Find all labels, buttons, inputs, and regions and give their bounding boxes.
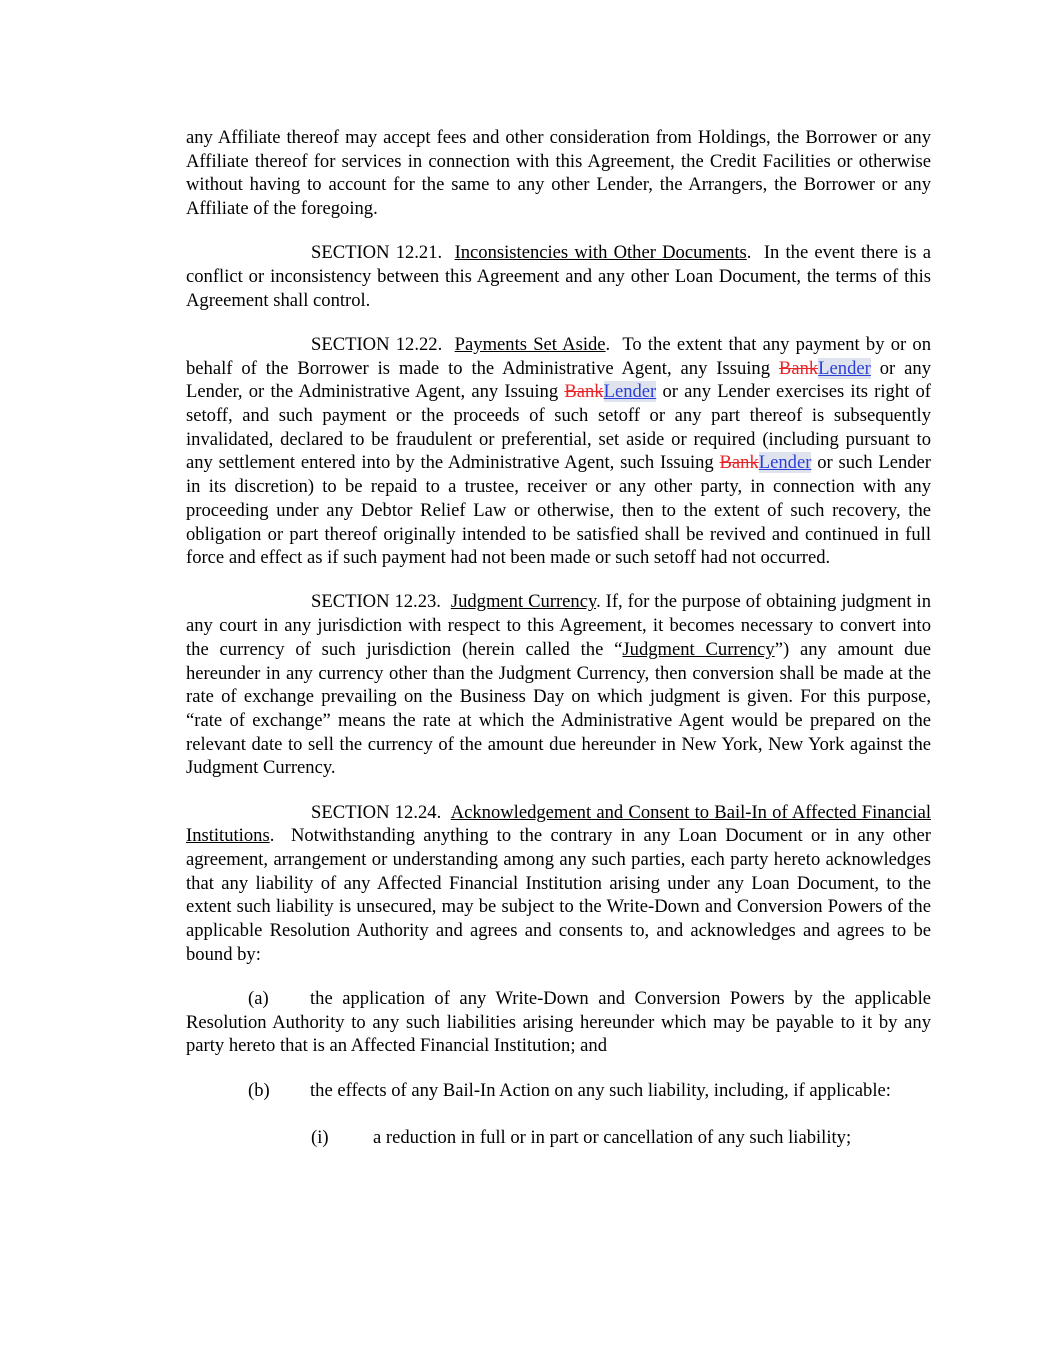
section-12-24: SECTION 12.24. Acknowledgement and Consent to Bail-In of Affected Financial Institutions. Notwithstanding anything to the contrary in any Loan Document or in any other agreement, arrangement or understanding among any such parties, each party hereto acknowledges that any liability of any Affected Financial Institution arising under any Loan Document, to the extent such liability is unsecured, may be subject to the Write-Down and Conversion Powers of the applicable Resolution Authority and agrees and consents to, and acknowledges and agrees to be bound by: xyxy=(186,801,931,965)
section-title: Acknowledgement and Consent to Bail-In of Affected Financial Institutions xyxy=(186,801,931,847)
section-text: If, for the purpose of obtaining judgment in any court in any jurisdiction with respect to this Agreement, it becomes necessary to convert into the currency of such jurisdiction (herein called the “ xyxy=(186,591,931,660)
section-number: SECTION 12.21. xyxy=(311,242,443,264)
clause-text: the application of any Write-Down and Conversion Powers by the applicable Resolution Authority to any such liabilities arising hereunder which may be payable to it by any party hereto that is an Affected Financial Institution; and xyxy=(186,988,931,1057)
section-title: Payments Set Aside xyxy=(454,333,606,355)
section-title: Inconsistencies with Other Documents xyxy=(454,242,747,264)
inserted-text: Lender xyxy=(818,357,871,379)
inserted-text: Lender xyxy=(603,381,657,403)
inserted-text: Lender xyxy=(758,452,812,474)
section-body: Notwithstanding anything to the contrary in any Loan Document or in any other agreement, arrangement or understanding among any such parties, each party hereto acknowledges that any liability of any Affected Financial Institution arising under any Loan Document, to the extent such liability is unsecured, may be subject to the Write-Down and Conversion Powers of the applicable Resolution Authority and agrees and consents to, and acknowledges and agrees to be bound by: xyxy=(186,825,931,965)
section-12-23: SECTION 12.23. Judgment Currency. If, for the purpose of obtaining judgment in any court in any jurisdiction with respect to this Agreement, it becomes necessary to convert into the currency of such jurisdiction (herein called the “Judgment Currency”) any amount due hereunder in any currency other than the Judgment Currency, then conversion shall be made at the rate of exchange prevailing on the Business Day on which judgment is given. For this purpose, “rate of exchange” means the rate at which the Administrative Agent would be prepared on the relevant date to sell the currency of the amount due hereunder in New York, New York against the Judgment Currency. xyxy=(186,591,932,779)
clause-text: a reduction in full or in part or cancellation of any such liability; xyxy=(373,1127,852,1149)
clause-label: (b) xyxy=(248,1079,270,1101)
section-12-21: SECTION 12.21. Inconsistencies with Other Documents. In the event there is a conflict or inconsistency between this Agreement and any other Loan Document, the terms of this Agreement shall control. xyxy=(186,242,932,311)
section-number: SECTION 12.23. xyxy=(311,591,441,613)
paragraph-text: any Affiliate thereof may accept fees and other consideration from Holdings, the Borrower or any Affiliate thereof for services in connection with this Agreement, the Credit Facilities or otherwise without having to account for the same to any other Lender, the Arrangers, the Borrower or any Affiliate of the foregoing. xyxy=(186,127,931,220)
clause-label: (i) xyxy=(311,1127,329,1149)
section-text: To the extent that any payment by or on behalf of the Borrower is made to the Administrative Agent, any Issuing xyxy=(186,333,932,379)
deleted-text: Bank xyxy=(778,357,819,379)
section-text: ”) any amount due hereunder in any currency other than the Judgment Currency, then conversion shall be made at the rate of exchange prevailing on the Business Day on which judgment is given. For this purpose, “rate of exchange” means the rate at which the Administrative Agent would be prepared on the relevant date to sell the currency of the amount due hereunder in New York, New York against the Judgment Currency. xyxy=(186,638,932,779)
section-body: In the event there is a conflict or inconsistency between this Agreement and any other Loan Document, the terms of this Agreement shall control. xyxy=(186,242,932,311)
section-text: or such Lender in its discretion) to be repaid to a trustee, receiver or any other party, in connection with any proceeding under any Debtor Relief Law or otherwise, then to the extent of such recovery, the obligation or part thereof originally intended to be satisfied shall be revived and continued in full force and effect as if such payment had not been made or such setoff had not occurred. xyxy=(186,452,931,569)
clause-label: (a) xyxy=(248,988,269,1009)
defined-term: Judgment Currency xyxy=(622,638,775,660)
deleted-text: Bank xyxy=(564,381,604,403)
section-number: SECTION 12.22. xyxy=(311,333,443,355)
section-text: or any Lender exercises its right of setoff, and such payment or the proceeds of such setoff or any part thereof is subsequently invalidated, declared to be fraudulent or preferential, set aside or required (including pursuant to any settlement entered into by the Administrative Agent, such Issuing xyxy=(186,381,931,474)
clause-b xyxy=(186,1079,931,1103)
clause-text: the effects of any Bail-In Action on any such liability, including, if applicable: xyxy=(310,1079,891,1101)
clause-i xyxy=(186,1126,931,1150)
section-title: Judgment Currency xyxy=(450,591,597,613)
section-12-22: SECTION 12.22. Payments Set Aside. To the extent that any payment by or on behalf of the Borrower is made to the Administrative Agent, any Issuing BankLender or any Lender, or the Administrative Agent, any Issuing BankLender or any Lender exercises its right of setoff, and such payment or the proceeds of such setoff or any part thereof is subsequently invalidated, declared to be fraudulent or preferential, set aside or required (including pursuant to any settlement entered into by the Administrative Agent, such Issuing BankLender or such Lender in its discretion) to be repaid to a trustee, receiver or any other party, in connection with any proceeding under any Debtor Relief Law or otherwise, then to the extent of such recovery, the obligation or part thereof originally intended to be satisfied shall be revived and continued in full force and effect as if such payment had not been made or such setoff had not occurred. xyxy=(186,333,932,569)
deleted-text: Bank xyxy=(719,452,759,474)
document-body xyxy=(186,126,931,1150)
section-text: or any Lender, or the Administrative Agent, any Issuing xyxy=(186,357,931,403)
paragraph-continuation xyxy=(186,126,931,221)
clause-a xyxy=(186,987,931,1058)
section-number: SECTION 12.24. xyxy=(311,801,442,823)
